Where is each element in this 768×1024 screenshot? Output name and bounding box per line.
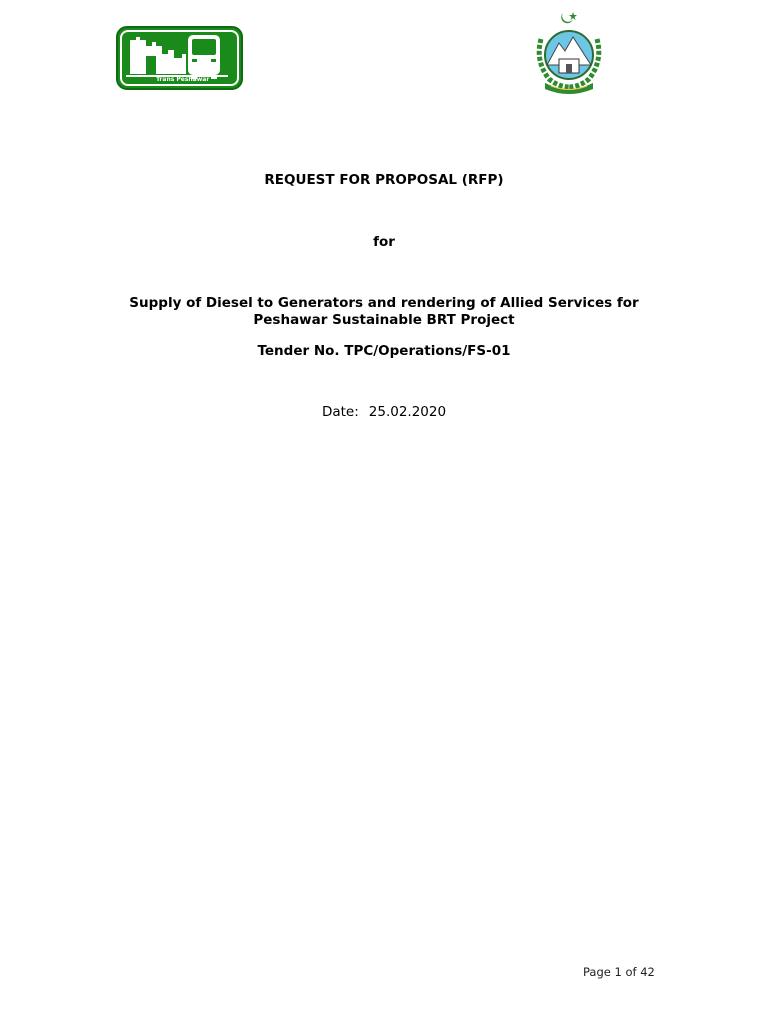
subject-line-1: Supply of Diesel to Generators and rendering of Allied Services for [129, 295, 639, 311]
subject-heading [0, 295, 768, 329]
tender-number: Tender No. TPC/Operations/FS-01 [257, 343, 511, 359]
subject-line-2: Peshawar Sustainable BRT Project [253, 312, 515, 328]
page-number: Page 1 of 42 [583, 965, 655, 979]
date-label: Date: [321, 404, 359, 420]
document-title: REQUEST FOR PROPOSAL (RFP) [264, 172, 504, 188]
trans-peshawar-logo-text: Trans Peshawar [156, 76, 210, 83]
trans-peshawar-logo [116, 26, 243, 90]
date-value: 25.02.2020 [368, 404, 447, 420]
for-label: for [373, 234, 395, 250]
date-line [0, 404, 768, 421]
kp-government-emblem [529, 9, 609, 95]
